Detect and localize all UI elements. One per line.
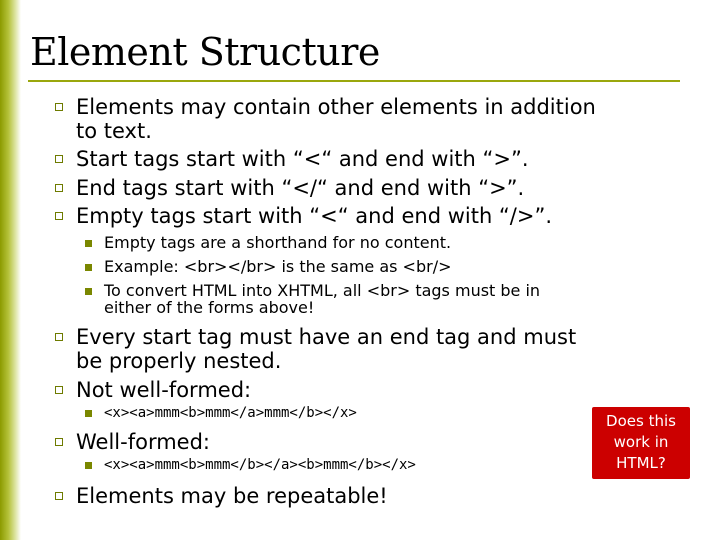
title-underline: [28, 80, 680, 82]
bullet-square-icon: [55, 386, 63, 394]
callout-line: Does this: [606, 412, 676, 430]
bullet-text: Elements may contain other elements in addition: [76, 95, 596, 119]
bullet-text: End tags start with “</“ and end with “>”.: [76, 176, 525, 200]
sub-bullet-text: Example: <br></br> is the same as <br/>: [104, 257, 452, 276]
bullet-square-icon: [55, 184, 63, 192]
sub-bullet-icon: [85, 240, 92, 247]
code-example-well-formed: <x><a>mmm<b>mmm</b></a><b>mmm</b></x>: [104, 457, 416, 473]
bullet-square-icon: [55, 438, 63, 446]
sub-bullet-icon: [85, 288, 92, 295]
bullet-text: Well-formed:: [76, 430, 210, 454]
bullet-text: Empty tags start with “<“ and end with “/>”.: [76, 204, 553, 228]
bullet-text-continued: be properly nested.: [76, 349, 282, 373]
bullet-text: Start tags start with “<“ and end with “>”.: [76, 147, 529, 171]
sub-bullet-text: To convert HTML into XHTML, all <br> tags must be in: [104, 281, 541, 300]
left-accent-bar: [0, 0, 21, 540]
bullet-text: Every start tag must have an end tag and must: [76, 325, 577, 349]
bullet-text: Not well-formed:: [76, 378, 252, 402]
sub-bullet-text-continued: either of the forms above!: [104, 298, 315, 317]
sub-bullet-icon: [85, 410, 92, 417]
bullet-square-icon: [55, 492, 63, 500]
bullet-square-icon: [55, 155, 63, 163]
bullet-square-icon: [55, 333, 63, 341]
bullet-square-icon: [55, 103, 63, 111]
sub-bullet-text: Empty tags are a shorthand for no content.: [104, 233, 452, 252]
sub-bullet-icon: [85, 462, 92, 469]
code-example-not-well-formed: <x><a>mmm<b>mmm</a>mmm</b></x>: [104, 405, 357, 421]
callout-box: [592, 407, 690, 479]
bullet-text-continued: to text.: [76, 119, 152, 143]
callout-line: HTML?: [616, 454, 666, 472]
bullet-square-icon: [55, 212, 63, 220]
callout-line: work in: [613, 433, 669, 451]
bullet-text: Elements may be repeatable!: [76, 484, 388, 508]
sub-bullet-icon: [85, 264, 92, 271]
slide-title: Element Structure: [30, 30, 380, 74]
